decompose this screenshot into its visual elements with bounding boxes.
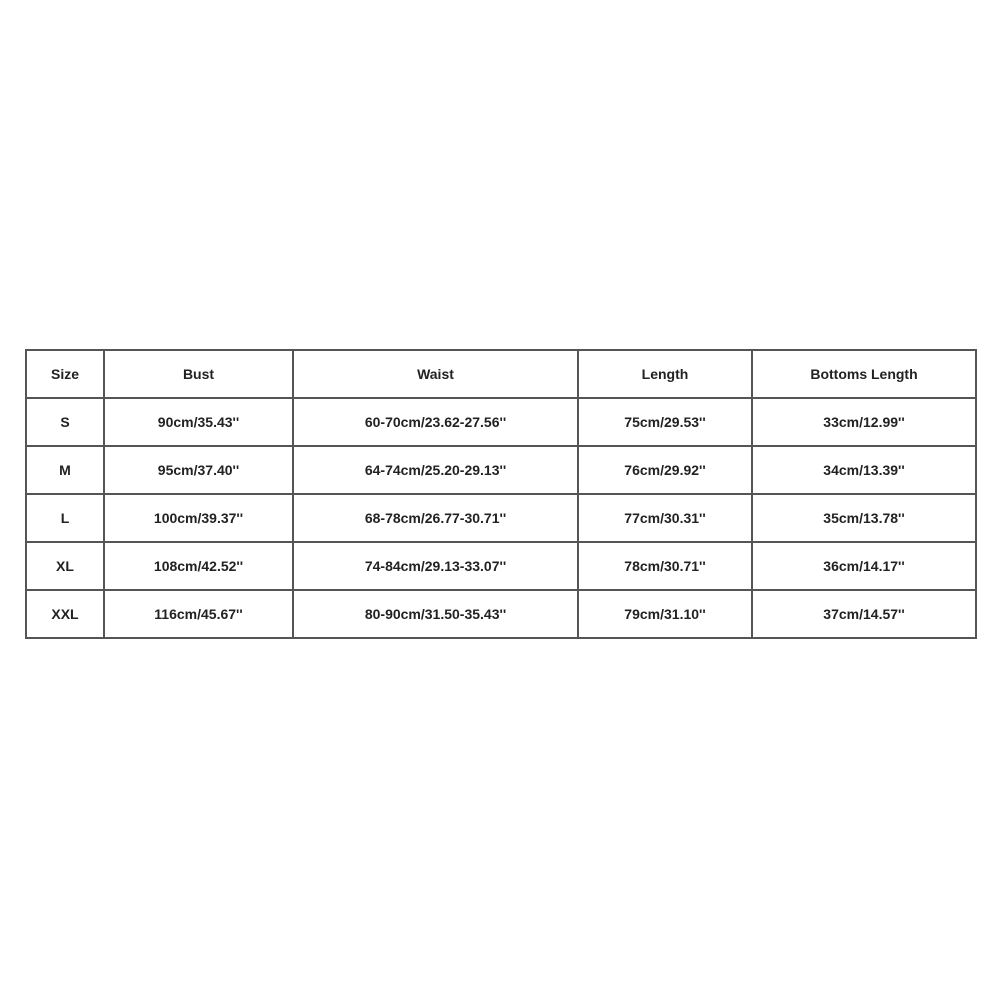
- cell-bust: 108cm/42.52'': [104, 542, 293, 590]
- cell-bottoms-length: 36cm/14.17'': [752, 542, 976, 590]
- header-bottoms-length: Bottoms Length: [752, 350, 976, 398]
- table-row: [26, 494, 976, 542]
- cell-bottoms-length: 35cm/13.78'': [752, 494, 976, 542]
- cell-bust: 100cm/39.37'': [104, 494, 293, 542]
- table-row: [26, 542, 976, 590]
- cell-bust: 95cm/37.40'': [104, 446, 293, 494]
- cell-bottoms-length: 33cm/12.99'': [752, 398, 976, 446]
- cell-length: 76cm/29.92'': [578, 446, 752, 494]
- cell-bottoms-length: 37cm/14.57'': [752, 590, 976, 638]
- cell-waist: 68-78cm/26.77-30.71'': [293, 494, 578, 542]
- cell-waist: 60-70cm/23.62-27.56'': [293, 398, 578, 446]
- cell-size: XL: [26, 542, 104, 590]
- cell-length: 78cm/30.71'': [578, 542, 752, 590]
- cell-size: XXL: [26, 590, 104, 638]
- cell-bust: 116cm/45.67'': [104, 590, 293, 638]
- cell-length: 77cm/30.31'': [578, 494, 752, 542]
- cell-bottoms-length: 34cm/13.39'': [752, 446, 976, 494]
- size-chart-table: [25, 349, 977, 639]
- cell-waist: 74-84cm/29.13-33.07'': [293, 542, 578, 590]
- cell-size: S: [26, 398, 104, 446]
- table-row: [26, 446, 976, 494]
- header-waist: Waist: [293, 350, 578, 398]
- cell-length: 75cm/29.53'': [578, 398, 752, 446]
- table-row: [26, 590, 976, 638]
- header-bust: Bust: [104, 350, 293, 398]
- table-header-row: [26, 350, 976, 398]
- cell-waist: 80-90cm/31.50-35.43'': [293, 590, 578, 638]
- header-size: Size: [26, 350, 104, 398]
- cell-length: 79cm/31.10'': [578, 590, 752, 638]
- cell-waist: 64-74cm/25.20-29.13'': [293, 446, 578, 494]
- cell-size: M: [26, 446, 104, 494]
- header-length: Length: [578, 350, 752, 398]
- table-row: [26, 398, 976, 446]
- cell-size: L: [26, 494, 104, 542]
- cell-bust: 90cm/35.43'': [104, 398, 293, 446]
